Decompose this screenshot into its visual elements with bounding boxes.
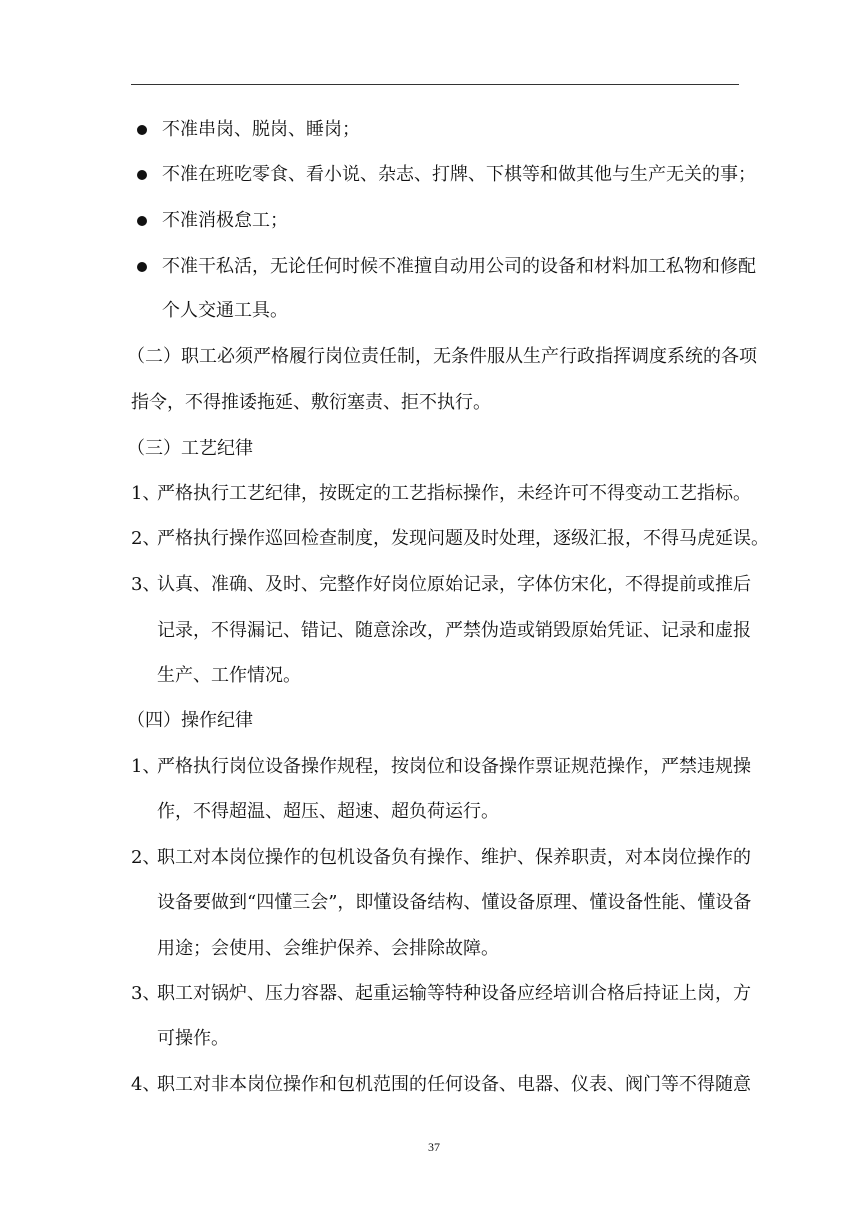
bullet-text: 不准干私活，无论任何时候不准擅自动用公司的设备和材料加工私物和修配 <box>162 256 756 277</box>
item-text-continuation: 生产、工作情况。 <box>157 665 301 686</box>
item-number: 4、 <box>131 1074 161 1095</box>
item-text: 职工对非本岗位操作和包机范围的任何设备、电器、仪表、阀门等不得随意 <box>157 1074 751 1095</box>
section-3-heading: （三）工艺纪律 <box>127 438 253 459</box>
bullet-text-continuation: 个人交通工具。 <box>162 300 288 321</box>
item-number: 3、 <box>131 574 161 595</box>
item-text-continuation: 可操作。 <box>157 1028 229 1049</box>
item-number: 2、 <box>131 528 161 549</box>
bullet-text: 不准消极怠工； <box>162 210 288 231</box>
item-text: 严格执行岗位设备操作规程，按岗位和设备操作票证规范操作，严禁违规操 <box>157 756 751 777</box>
item-text: 职工对锅炉、压力容器、起重运输等特种设备应经培训合格后持证上岗，方 <box>157 983 751 1004</box>
item-text-continuation: 记录，不得漏记、错记、随意涂改，严禁伪造或销毁原始凭证、记录和虚报 <box>157 620 751 641</box>
item-text-continuation: 用途；会使用、会维护保养、会排除故障。 <box>157 938 499 959</box>
paragraph-line: 指令，不得推诿拖延、敷衍塞责、拒不执行。 <box>131 392 491 413</box>
section-4-heading: （四）操作纪律 <box>127 710 253 731</box>
bullet-text: 不准串岗、脱岗、睡岗； <box>162 119 360 140</box>
paragraph-line: （二）职工必须严格履行岗位责任制，无条件服从生产行政指挥调度系统的各项 <box>127 346 757 367</box>
bullet-dot-icon <box>137 216 147 226</box>
bullet-dot-icon <box>137 125 147 135</box>
page-number: 37 <box>428 1140 440 1154</box>
bullet-dot-icon <box>137 170 147 180</box>
item-number: 1、 <box>131 756 161 777</box>
item-text: 认真、准确、及时、完整作好岗位原始记录，字体仿宋化，不得提前或推后 <box>157 574 751 595</box>
item-text-continuation: 设备要做到“四懂三会”，即懂设备结构、懂设备原理、懂设备性能、懂设备 <box>157 892 752 913</box>
item-number: 2、 <box>131 847 161 868</box>
item-text: 严格执行工艺纪律，按既定的工艺指标操作，未经许可不得变动工艺指标。 <box>157 483 751 504</box>
item-text-continuation: 作，不得超温、超压、超速、超负荷运行。 <box>157 801 499 822</box>
item-number: 1、 <box>131 483 161 504</box>
item-number: 3、 <box>131 983 161 1004</box>
bullet-text: 不准在班吃零食、看小说、杂志、打牌、下棋等和做其他与生产无关的事； <box>162 164 756 185</box>
bullet-dot-icon <box>137 262 147 272</box>
item-text: 严格执行操作巡回检查制度，发现问题及时处理，逐级汇报，不得马虎延误。 <box>157 528 769 549</box>
item-text: 职工对本岗位操作的包机设备负有操作、维护、保养职责，对本岗位操作的 <box>157 847 751 868</box>
